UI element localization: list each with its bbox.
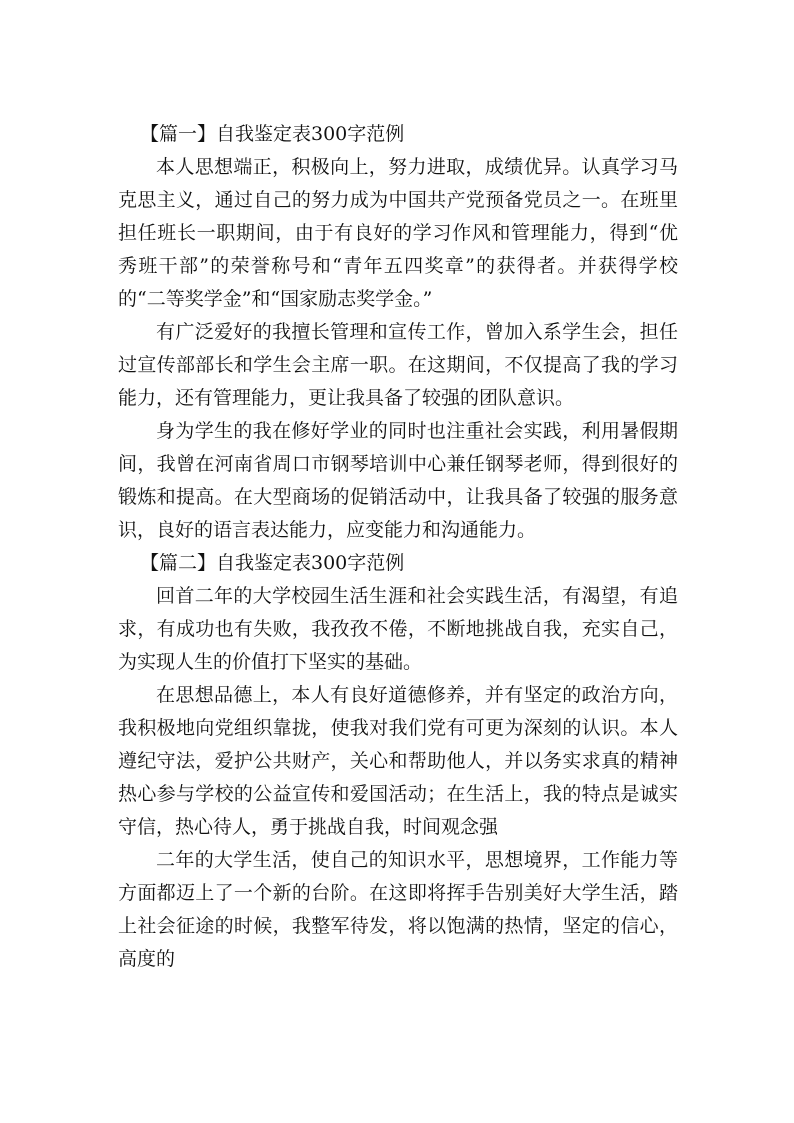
section-1-paragraph-3: 身为学生的我在修好学业的同时也注重社会实践，利用暑假期间，我曾在河南省周口市钢琴培训中心兼任钢琴老师，得到很好的锻炼和提高。在大型商场的促销活动中，让我具备了较强的服务意识，良好的语言表达能力，应变能力和沟通能力。	[118, 420, 678, 541]
section-2-paragraph-1: 回首二年的大学校园生活生涯和社会实践生活，有渴望，有追求，有成功也有失败，我孜孜不倦，不断地挑战自我，充实自己，为实现人生的价值打下坚实的基础。	[118, 585, 678, 673]
section-1-paragraph-1: 本人思想端正，积极向上，努力进取，成绩优异。认真学习马克思主义，通过自己的努力成为中国共产党预备党员之一。在班里担任班长一职期间，由于有良好的学习作风和管理能力，得到“优秀班干部”的荣誉称号和“青年五四奖章”的获得者。并获得学校的“二等奖学金”和“国家励志奖学金。”	[118, 156, 678, 310]
section-1-heading: 【篇一】自我鉴定表300字范例	[140, 123, 405, 145]
section-2-heading: 【篇二】自我鉴定表300字范例	[140, 552, 405, 574]
section-2-paragraph-3: 二年的大学生活，使自己的知识水平，思想境界，工作能力等方面都迈上了一个新的台阶。在这即将挥手告别美好大学生活，踏上社会征途的时候，我整军待发，将以饱满的热情，坚定的信心，高度的	[118, 849, 678, 970]
section-2-paragraph-2: 在思想品德上，本人有良好道德修养，并有坚定的政治方向，我积极地向党组织靠拢，使我对我们党有可更为深刻的认识。本人遵纪守法，爱护公共财产，关心和帮助他人，并以务实求真的精神热心参与学校的公益宣传和爱国活动；在生活上，我的特点是诚实守信，热心待人，勇于挑战自我，时间观念强	[118, 684, 678, 838]
section-1-paragraph-2: 有广泛爱好的我擅长管理和宣传工作，曾加入系学生会，担任过宣传部部长和学生会主席一职。在这期间，不仅提高了我的学习能力，还有管理能力，更让我具备了较强的团队意识。	[118, 321, 678, 409]
document-page	[118, 118, 678, 976]
